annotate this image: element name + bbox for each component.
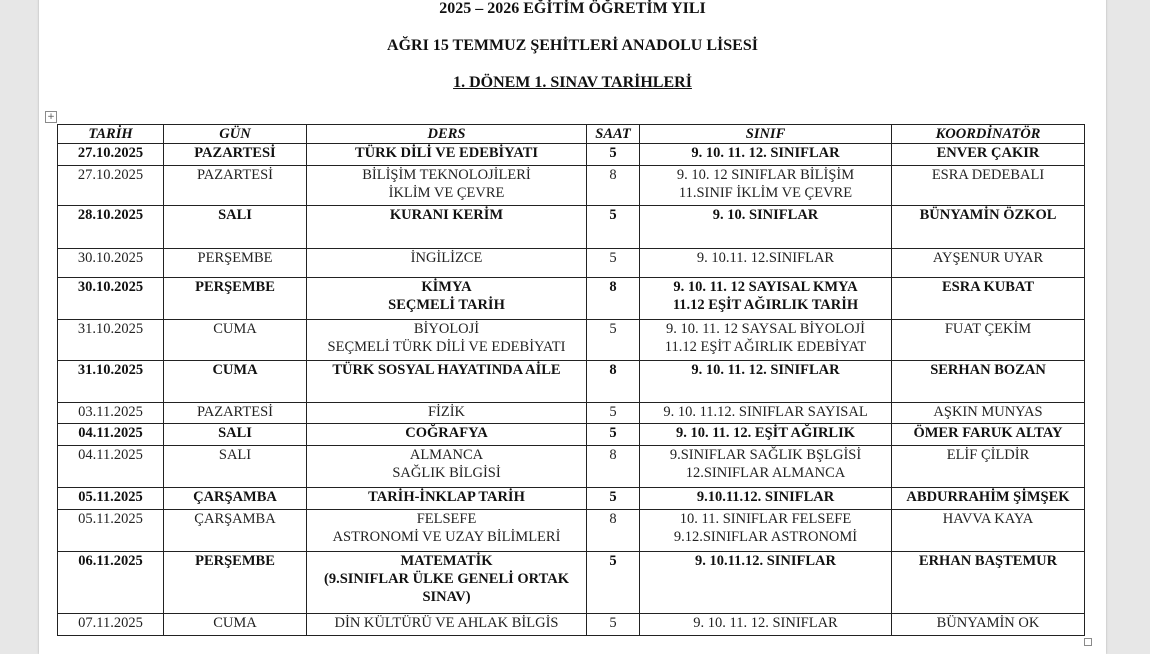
cell-gun: PERŞEMBE <box>164 278 307 320</box>
cell-sinif-line: 9. 10.11.12. SINIFLAR <box>695 553 836 569</box>
cell-tarih: 05.11.2025 <box>58 510 164 552</box>
cell-koordinator: ABDURRAHİM ŞİMŞEK <box>892 488 1085 510</box>
cell-ders <box>307 446 587 488</box>
cell-sinif-line: 10. 11. SINIFLAR FELSEFE <box>679 511 852 527</box>
cell-koordinator: SERHAN BOZAN <box>892 361 1085 403</box>
exam-schedule-table <box>57 124 1085 636</box>
cell-saat: 5 <box>587 488 640 510</box>
cell-sinif <box>640 424 892 446</box>
header-gun: GÜN <box>164 125 307 144</box>
cell-sinif-line: 9. 10. 12 SINIFLAR BİLİŞİM <box>676 167 855 183</box>
cell-sinif <box>640 166 892 206</box>
cell-sinif-line: 9.SINIFLAR SAĞLIK BŞLGİSİ <box>669 447 862 463</box>
cell-ders <box>307 510 587 552</box>
cell-sinif-line: 9. 10. 11. 12. SINIFLAR <box>691 362 840 378</box>
cell-koordinator: ESRA DEDEBALI <box>892 166 1085 206</box>
table-move-handle-icon[interactable]: + <box>45 111 57 123</box>
cell-koordinator: AYŞENUR UYAR <box>892 249 1085 278</box>
cell-koordinator: BÜNYAMİN OK <box>892 614 1085 636</box>
cell-sinif-line: 9. 10. SINIFLAR <box>712 207 819 223</box>
cell-saat: 5 <box>587 144 640 166</box>
cell-sinif <box>640 446 892 488</box>
cell-gun: SALI <box>164 424 307 446</box>
header-ders: DERS <box>307 125 587 144</box>
cell-saat: 8 <box>587 278 640 320</box>
cell-sinif <box>640 552 892 614</box>
cell-tarih: 28.10.2025 <box>58 206 164 249</box>
cell-koordinator: ÖMER FARUK ALTAY <box>892 424 1085 446</box>
table-row <box>58 614 1085 636</box>
cell-gun: SALI <box>164 206 307 249</box>
cell-gun: CUMA <box>164 361 307 403</box>
academic-year-title: 2025 – 2026 EĞİTİM ÖĞRETİM YILI <box>439 0 706 17</box>
cell-gun: PAZARTESİ <box>164 166 307 206</box>
table-row <box>58 552 1085 614</box>
cell-sinif-line: 9.10.11.12. SINIFLAR <box>696 489 835 505</box>
cell-ders-line: KİMYA <box>421 279 472 295</box>
cell-sinif-line: 9. 10.11. 12.SINIFLAR <box>696 250 835 266</box>
cell-tarih: 03.11.2025 <box>58 403 164 424</box>
cell-saat: 5 <box>587 403 640 424</box>
header-koordinator: KOORDİNATÖR <box>892 125 1085 144</box>
cell-ders <box>307 424 587 446</box>
cell-gun: PERŞEMBE <box>164 552 307 614</box>
cell-gun: PERŞEMBE <box>164 249 307 278</box>
cell-ders-line: (9.SINIFLAR ÜLKE GENELİ ORTAK <box>324 571 569 587</box>
cell-koordinator: FUAT ÇEKİM <box>892 320 1085 361</box>
cell-ders-line: COĞRAFYA <box>405 425 488 441</box>
cell-saat: 8 <box>587 510 640 552</box>
header-saat: SAAT <box>587 125 640 144</box>
cell-ders <box>307 166 587 206</box>
table-row <box>58 361 1085 403</box>
cell-ders-line: ALMANCA <box>409 447 484 463</box>
cell-saat: 5 <box>587 424 640 446</box>
cell-sinif <box>640 249 892 278</box>
table-row <box>58 249 1085 278</box>
cell-sinif-line: 9. 10. 11. 12. EŞİT AĞIRLIK <box>675 425 856 441</box>
cell-ders <box>307 320 587 361</box>
cell-ders-line: İNGİLİZCE <box>410 250 483 266</box>
cell-koordinator: AŞKIN MUNYAS <box>892 403 1085 424</box>
cell-tarih: 30.10.2025 <box>58 278 164 320</box>
cell-ders-line: DİN KÜLTÜRÜ VE AHLAK BİLGİS <box>334 615 559 631</box>
cell-saat: 5 <box>587 320 640 361</box>
cell-koordinator: ERHAN BAŞTEMUR <box>892 552 1085 614</box>
cell-gun: CUMA <box>164 614 307 636</box>
cell-sinif-line: 12.SINIFLAR ALMANCA <box>685 465 846 481</box>
cell-sinif-line: 11.12 EŞİT AĞIRLIK TARİH <box>672 297 859 313</box>
cell-tarih: 05.11.2025 <box>58 488 164 510</box>
cell-saat: 5 <box>587 552 640 614</box>
cell-ders <box>307 249 587 278</box>
cell-sinif-line: 9.12.SINIFLAR ASTRONOMİ <box>673 529 858 545</box>
cell-gun: ÇARŞAMBA <box>164 510 307 552</box>
cell-gun: SALI <box>164 446 307 488</box>
table-row <box>58 446 1085 488</box>
cell-sinif <box>640 278 892 320</box>
cell-sinif-line: 11.SINIF İKLİM VE ÇEVRE <box>678 185 853 201</box>
cell-tarih: 31.10.2025 <box>58 361 164 403</box>
header-sinif: SINIF <box>640 125 892 144</box>
cell-ders <box>307 361 587 403</box>
cell-gun: CUMA <box>164 320 307 361</box>
table-header-row <box>58 125 1085 144</box>
cell-saat: 8 <box>587 166 640 206</box>
cell-koordinator: ENVER ÇAKIR <box>892 144 1085 166</box>
cell-ders-line: FELSEFE <box>416 511 477 527</box>
cell-ders-line: BİYOLOJİ <box>413 321 480 337</box>
cell-sinif-line: 9. 10. 11. 12. SINIFLAR <box>691 145 840 161</box>
table-resize-handle[interactable] <box>1084 638 1092 646</box>
cell-saat: 8 <box>587 361 640 403</box>
cell-tarih: 07.11.2025 <box>58 614 164 636</box>
cell-sinif <box>640 488 892 510</box>
cell-sinif-line: 9. 10. 11.12. SINIFLAR SAYISAL <box>663 404 868 420</box>
cell-ders-line: SEÇMELİ TARİH <box>388 297 505 313</box>
cell-ders-line: SINAV) <box>422 589 471 605</box>
cell-ders <box>307 206 587 249</box>
school-name-title: AĞRI 15 TEMMUZ ŞEHİTLERİ ANADOLU LİSESİ <box>387 37 758 54</box>
cell-sinif-line: 9. 10. 11. 12. SINIFLAR <box>693 615 838 631</box>
cell-sinif <box>640 614 892 636</box>
cell-ders <box>307 552 587 614</box>
cell-koordinator: BÜNYAMİN ÖZKOL <box>892 206 1085 249</box>
cell-ders-line: TÜRK DİLİ VE EDEBİYATI <box>354 145 539 161</box>
cell-sinif <box>640 403 892 424</box>
cell-tarih: 06.11.2025 <box>58 552 164 614</box>
cell-ders-line: İKLİM VE ÇEVRE <box>388 185 505 201</box>
cell-sinif <box>640 510 892 552</box>
cell-sinif <box>640 320 892 361</box>
cell-ders <box>307 144 587 166</box>
cell-ders-line: TARİH-İNKLAP TARİH <box>368 489 525 505</box>
cell-tarih: 27.10.2025 <box>58 144 164 166</box>
cell-ders-line: SAĞLIK BİLGİSİ <box>392 465 501 481</box>
table-row <box>58 424 1085 446</box>
cell-sinif <box>640 144 892 166</box>
cell-gun: PAZARTESİ <box>164 403 307 424</box>
cell-ders-line: BİLİŞİM TEKNOLOJİLERİ <box>362 167 531 183</box>
exam-schedule-title: 1. DÖNEM 1. SINAV TARİHLERİ <box>453 74 692 91</box>
cell-ders <box>307 614 587 636</box>
document-page <box>39 0 1106 654</box>
table-row <box>58 510 1085 552</box>
cell-ders-line: FİZİK <box>427 404 466 420</box>
cell-saat: 5 <box>587 206 640 249</box>
cell-sinif <box>640 361 892 403</box>
table-row <box>58 278 1085 320</box>
cell-ders-line: KURANI KERİM <box>389 207 504 223</box>
cell-sinif-line: 11.12 EŞİT AĞIRLIK EDEBİYAT <box>664 339 867 355</box>
cell-koordinator: ELİF ÇİLDİR <box>892 446 1085 488</box>
cell-saat: 5 <box>587 249 640 278</box>
cell-tarih: 04.11.2025 <box>58 424 164 446</box>
cell-saat: 8 <box>587 446 640 488</box>
cell-ders <box>307 278 587 320</box>
cell-tarih: 30.10.2025 <box>58 249 164 278</box>
cell-gun: ÇARŞAMBA <box>164 488 307 510</box>
cell-saat: 5 <box>587 614 640 636</box>
cell-sinif <box>640 206 892 249</box>
table-row <box>58 488 1085 510</box>
cell-koordinator: ESRA KUBAT <box>892 278 1085 320</box>
table-row <box>58 144 1085 166</box>
cell-ders <box>307 403 587 424</box>
header-tarih: TARİH <box>58 125 164 144</box>
cell-ders <box>307 488 587 510</box>
cell-tarih: 31.10.2025 <box>58 320 164 361</box>
table-row <box>58 320 1085 361</box>
cell-ders-line: ASTRONOMİ VE UZAY BİLİMLERİ <box>332 529 561 545</box>
cell-gun: PAZARTESİ <box>164 144 307 166</box>
table-row <box>58 403 1085 424</box>
cell-ders-line: MATEMATİK <box>400 553 493 569</box>
cell-tarih: 27.10.2025 <box>58 166 164 206</box>
cell-sinif-line: 9. 10. 11. 12 SAYISAL KMYA <box>673 279 858 295</box>
cell-tarih: 04.11.2025 <box>58 446 164 488</box>
cell-koordinator: HAVVA KAYA <box>892 510 1085 552</box>
cell-sinif-line: 9. 10. 11. 12 SAYSAL BİYOLOJİ <box>666 321 865 337</box>
table-row <box>58 206 1085 249</box>
cell-ders-line: SEÇMELİ TÜRK DİLİ VE EDEBİYATI <box>327 339 566 355</box>
cell-ders-line: TÜRK SOSYAL HAYATINDA AİLE <box>332 362 561 378</box>
table-row <box>58 166 1085 206</box>
